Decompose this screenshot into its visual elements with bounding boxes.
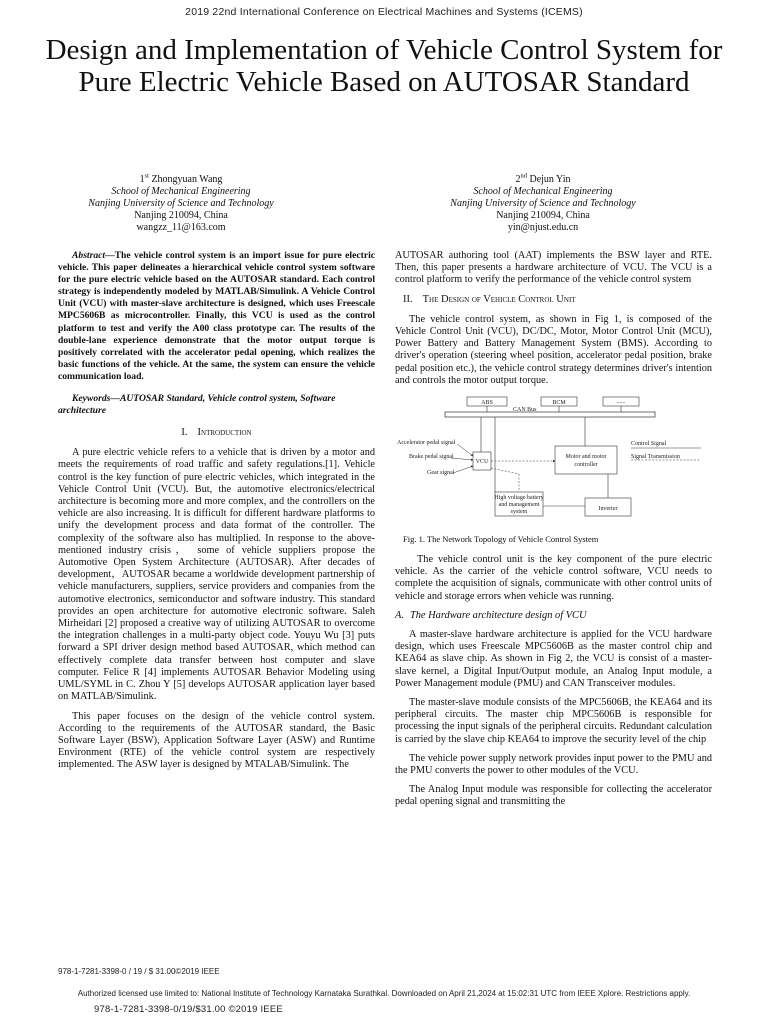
author-name-text: Dejun Yin	[529, 174, 571, 185]
network-topology-diagram	[395, 394, 712, 532]
legend-signal-transmission: Signal Transmission	[631, 454, 680, 461]
author-school: School of Mechanical Engineering	[111, 186, 251, 197]
paper-title: Design and Implementation of Vehicle Control System for Pure Electric Vehicle Based on AUTOSAR Standard	[45, 34, 723, 98]
motor-controller-label-2: controller	[574, 462, 598, 469]
right-column	[395, 250, 712, 816]
motor-controller-label-1: Motor and motor	[565, 454, 607, 461]
brake-signal-label: Brake pedal signal	[409, 454, 454, 461]
author-email: wangzz_11@163.com	[136, 222, 226, 233]
section2-paragraph-1: The vehicle control system, as shown in Fig 1, is composed of the Vehicle Control Unit (VCU), DC/DC, Motor, Motor Control Unit (MCU), Power Battery and Battery Management System (BMS). According to driver's operation (steering wheel position, accelerator pedal position, brake pedal position etc.), the vehicle control strategy determines driver's intention and controls the motor output torque.	[395, 313, 712, 386]
author-school: School of Mechanical Engineering	[473, 186, 613, 197]
battery-label-3: system	[510, 509, 528, 516]
battery-label-2: and management	[498, 502, 540, 509]
can-bus	[445, 412, 655, 417]
section-title: Introduction	[197, 427, 252, 439]
subsection-title: The Hardware architecture design of VCU	[409, 609, 587, 621]
vcu-label: VCU	[475, 459, 489, 466]
footer-authorized-use: Authorized licensed use limited to: National Institute of Technology Karnataka Surathkal. Downloaded on April 21,2024 at 15:02:31 UTC from IEEE Xplore. Restrictions apply.	[77, 989, 691, 998]
author-university: Nanjing University of Science and Technology	[88, 198, 274, 209]
motor-controller-box	[555, 446, 617, 474]
hardware-paragraph-1: A master-slave hardware architecture is applied for the VCU hardware design, which uses Freescale MPC5606B as the master control chip and KEA64 as slave chip. As shown in Fig 2, the VCU is consist of a master-slave kernel, a Digital Input/Output module, an Analog Input module, a Power Management module (PMU) and CAN Transceiver modules.	[395, 629, 712, 689]
figure-caption: Fig. 1. The Network Topology of Vehicle Control System	[403, 534, 599, 545]
abs-label: ABS	[481, 400, 493, 407]
abstract-text: —The vehicle control system is an import issue for pure electric vehicle. This paper delineates a hierarchical vehicle control system software for the pure electric vehicle based on the AUTOSAR standard. Each control strategy is independently modeled by MATLAB/Simulink. A Vehicle Control Unit (VCU) with master-slave architecture is designed, which uses Freescale MPC5606B as microcontroller. Finally, this VCU is used as the control platform to test and verify the A00 class prototype car. The results of the double-lane experience demonstrate that the motor output torque is positively correlated with the accelerator pedal opening, which realizes the basic functions of the vehicle. At the same, the system can ensure the vehicle communication load.	[58, 250, 375, 382]
footer-identifier: 978-1-7281-3398-0/19/$31.00 ©2019 IEEE	[94, 1004, 283, 1015]
author-email: yin@njust.edu.cn	[507, 222, 579, 233]
intro-continuation: AUTOSAR authoring tool (AAT) implements the BSW layer and RTE. Then, this paper presents a hardware architecture of VCU. The VCU is a control platform to verify the performance of the vehicle control system	[395, 250, 712, 286]
author-city: Nanjing 210094, China	[496, 210, 590, 221]
author-ordinal-sup: st	[144, 172, 149, 180]
accel-signal-label: Accelerator pedal signal	[397, 440, 456, 447]
keywords-label: Keywords	[72, 393, 111, 405]
section2-paragraph-2: The vehicle control unit is the key component of the pure electric vehicle. As the carrier of the vehicle control software, VCU needs to complete the acquisition of signals, communicate with other control units of vehicle and storage errors when vehicle was running.	[395, 554, 712, 602]
author-name	[31, 174, 331, 186]
keywords	[58, 393, 375, 417]
abstract-label: Abstract	[72, 250, 106, 261]
section-number: I.	[181, 427, 188, 439]
author-name	[393, 174, 693, 186]
subsection-heading-hardware	[395, 610, 712, 622]
other-ecu-label: ......	[616, 399, 626, 406]
battery-label-1: High voltage battery	[494, 495, 544, 502]
legend-control-signal: Control Signal	[631, 441, 667, 448]
hardware-paragraph-3: The vehicle power supply network provides input power to the PMU and the PMU converts the power to other modules of the VCU.	[395, 752, 712, 777]
conference-header: 2019 22nd International Conference on Electrical Machines and Systems (ICEMS)	[185, 6, 583, 18]
intro-paragraph-1: A pure electric vehicle refers to a vehicle that is driven by a motor and meets the requirements of road traffic and safety regulations.[1]. Vehicle control is the key function of pure electric vehicles, which integrated in the Vehicle Control Unit (VCU). But, the automotive electronics/electrical architecture is becoming more and more complex, and the controllers on the vehicle are also increasing. It is difficult for different hardware platforms to unify the development process and data format of the controller. The complexity of the software also has multiplied. In response to the above-mentioned industry crisis， some of vehicle suppliers propose the Automotive Open System Architecture (AUTOSAR). After decades of development，AUTOSAR became a worldwide development partnership of vehicle manufacturers, suppliers, service providers and companies from the automotive electronics, semiconductor and software industry. This standard provides an open architecture for automotive electronic software. Saleh Mirheidari [2] proposed a creative way of utilizing AUTOSAR to overcome the integration challenges in a multi-party object code. Youyu Wu [3] puts forward a SPI driver design method based AUTOSAR, which method can effectively complete data transfer between host computer and slave computer. Felice R [4] implements AUTOSAR Behavior Modeling using UML/SYML in C. Zhou Y [5] develops AUTOSAR application layer based on MATLAB/Simulink.	[58, 447, 375, 703]
keywords-text: —AUTOSAR Standard, Vehicle control system, Software architecture	[58, 393, 336, 417]
subsection-number: A.	[395, 609, 404, 621]
author-ordinal-num: 1	[139, 174, 145, 185]
can-bus-label: CAN Bus	[513, 407, 537, 414]
author-ordinal-num: 2	[515, 174, 521, 185]
hardware-paragraph-2: The master-slave module consists of the MPC5606B, the KEA64 and its peripheral circuits. The master chip MPC5606B is responsible for processing the input signals of the peripheral circuits. Redundant calculation is carried by the slave chip KEA64 to improve the security level of the chip	[395, 697, 712, 745]
author-ordinal-sup: nd	[520, 172, 527, 180]
intro-paragraph-2: This paper focuses on the design of the vehicle control system. According to the requirements of the AUTOSAR standard, the Basic Software Layer (BSW), Application Software Layer (ASW) and Runtime Environment (RTE) of the vehicle control system are respectively implemented. The ASW layer is designed by MTALAB/Simulink. The	[58, 710, 375, 771]
inverter-label: Inverter	[598, 506, 618, 513]
author-block-2	[393, 174, 693, 234]
abstract	[58, 250, 375, 383]
figure-network-topology	[395, 394, 712, 532]
author-block-1	[31, 174, 331, 234]
footer-copyright-small: 978-1-7281-3398-0 / 19 / $ 31.00©2019 IEEE	[58, 967, 220, 976]
section-heading-introduction	[58, 427, 375, 439]
bcm-label: BCM	[552, 400, 566, 407]
author-city: Nanjing 210094, China	[134, 210, 228, 221]
section-title: The Design of Vehicle Control Unit	[422, 293, 576, 305]
left-column	[58, 250, 375, 779]
author-name-text: Zhongyuan Wang	[151, 174, 223, 185]
section-number: II.	[403, 293, 413, 305]
author-university: Nanjing University of Science and Technology	[450, 198, 636, 209]
gear-signal-label: Gear signal	[427, 470, 455, 477]
section-heading-vcu-design	[395, 294, 712, 306]
hardware-paragraph-4: The Analog Input module was responsible for collecting the accelerator pedal opening signal and transmitting the	[395, 784, 712, 808]
